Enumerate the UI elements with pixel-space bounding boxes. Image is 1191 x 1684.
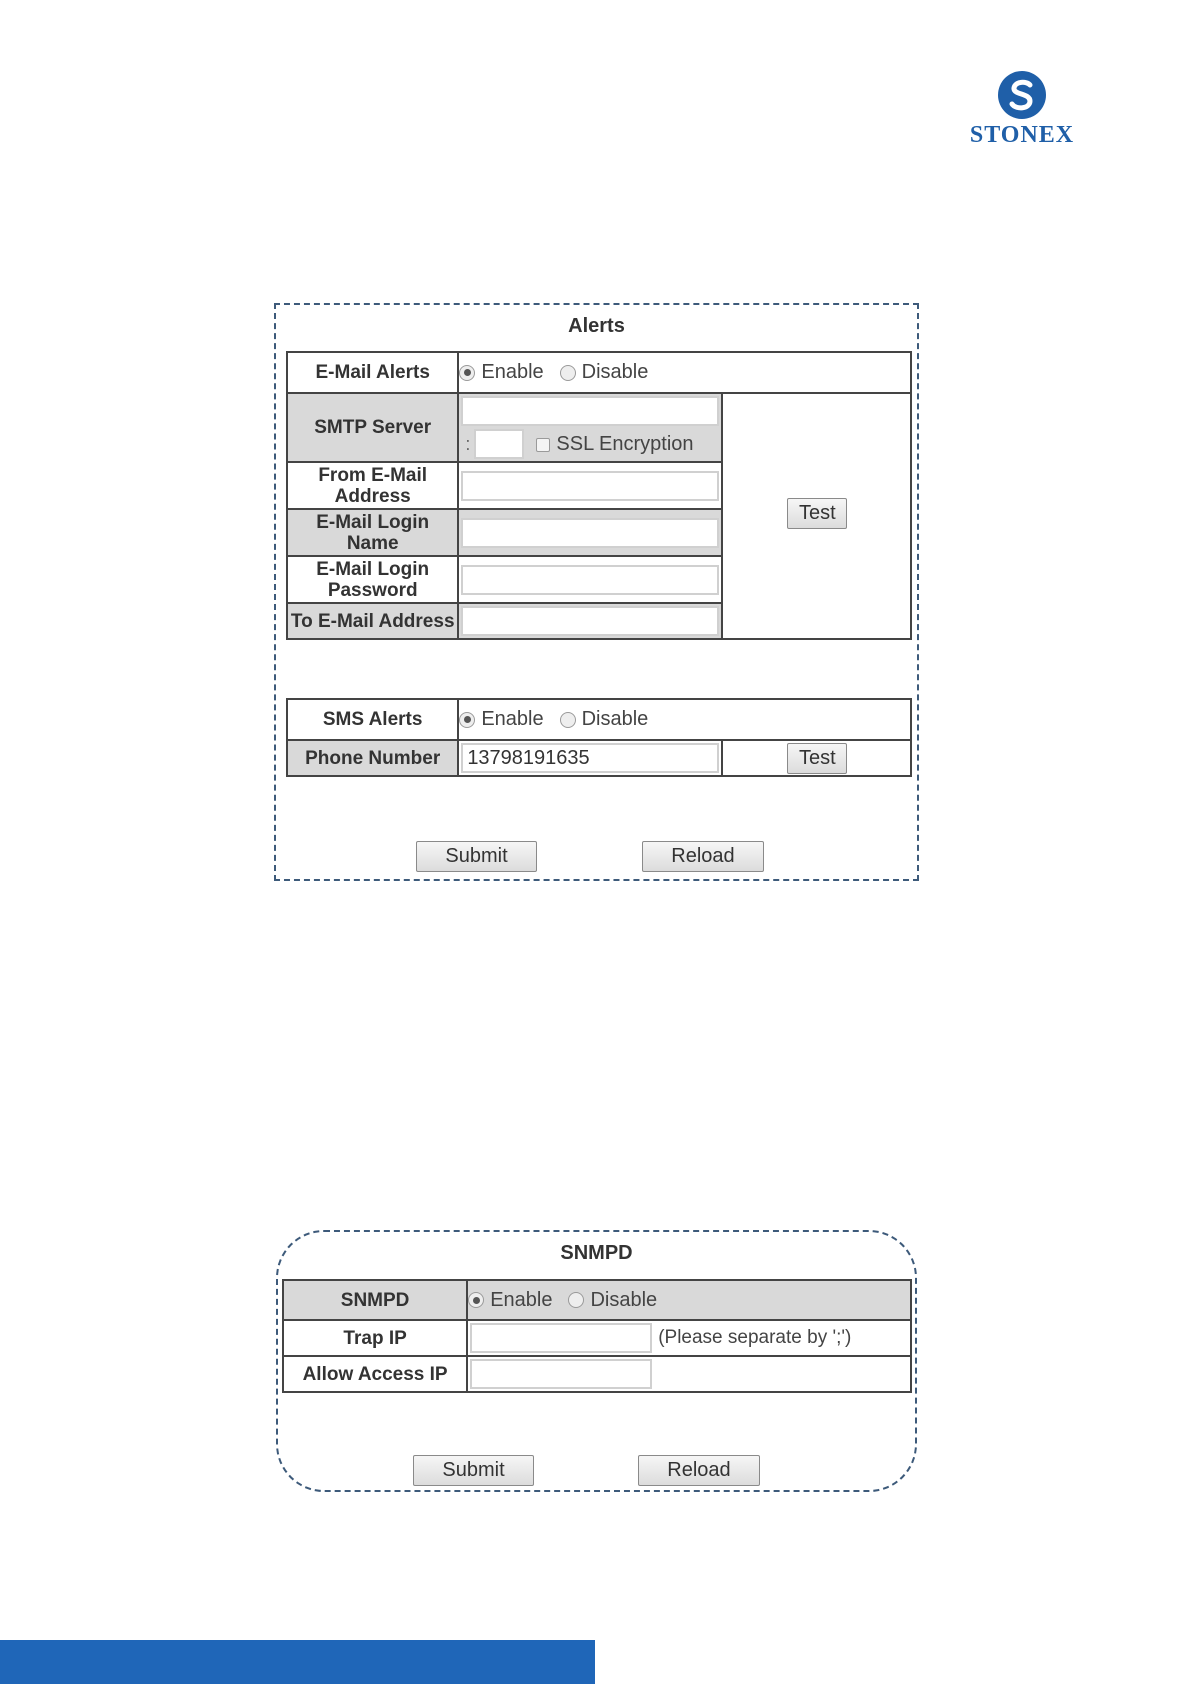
- smtp-port-input[interactable]: [474, 429, 524, 459]
- stonex-logo-icon: [997, 70, 1047, 120]
- snmpd-enable-radio[interactable]: [468, 1292, 484, 1308]
- to-address-label: To E-Mail Address: [287, 603, 458, 639]
- phone-number-cell: [458, 740, 722, 776]
- email-test-cell: [722, 393, 911, 639]
- login-name-input[interactable]: [461, 518, 719, 548]
- smtp-server-input[interactable]: [461, 396, 719, 426]
- snmpd-reload-button[interactable]: Reload: [638, 1455, 760, 1486]
- snmpd-disable-radio[interactable]: [568, 1292, 584, 1308]
- stonex-logo: [964, 70, 1080, 149]
- footer-accent-bar: [0, 1640, 595, 1684]
- snmpd-panel: [276, 1230, 917, 1492]
- trap-ip-input[interactable]: [470, 1323, 652, 1353]
- email-alerts-disable-label: Disable: [581, 361, 649, 383]
- smtp-port-separator: :: [465, 433, 471, 454]
- smtp-server-cell: [458, 393, 722, 462]
- snmpd-table: [282, 1279, 912, 1393]
- to-address-cell: [458, 603, 722, 639]
- trap-ip-hint: (Please separate by ';'): [658, 1327, 852, 1348]
- phone-number-input[interactable]: [461, 743, 719, 773]
- email-alerts-enable-label: Enable: [481, 361, 544, 383]
- ssl-encryption-label: SSL Encryption: [556, 432, 694, 455]
- allow-access-ip-cell: [467, 1356, 911, 1392]
- allow-access-ip-input[interactable]: [470, 1359, 652, 1389]
- from-address-cell: [458, 462, 722, 509]
- sms-alerts-label: SMS Alerts: [287, 699, 458, 740]
- sms-test-button[interactable]: Test: [787, 743, 847, 774]
- email-test-button[interactable]: Test: [787, 498, 847, 529]
- login-name-label: E-Mail Login Name: [287, 509, 458, 556]
- to-address-input[interactable]: [461, 606, 719, 636]
- login-password-label: E-Mail Login Password: [287, 556, 458, 603]
- alerts-reload-button[interactable]: Reload: [642, 841, 764, 872]
- sms-alerts-enable-radio[interactable]: [459, 712, 475, 728]
- snmpd-status-label: SNMPD: [283, 1280, 467, 1320]
- snmpd-enable-label: Enable: [490, 1288, 553, 1311]
- smtp-server-label: SMTP Server: [287, 393, 458, 462]
- login-password-input[interactable]: [461, 565, 719, 595]
- allow-access-ip-label: Allow Access IP: [283, 1356, 467, 1392]
- sms-alerts-table: [286, 698, 912, 777]
- ssl-encryption-checkbox[interactable]: [536, 438, 550, 452]
- email-alerts-label: E-Mail Alerts: [287, 352, 458, 393]
- brand-name: STONEX: [969, 122, 1075, 148]
- from-address-input[interactable]: [461, 471, 719, 501]
- snmpd-disable-label: Disable: [590, 1288, 658, 1311]
- login-name-cell: [458, 509, 722, 556]
- sms-alerts-options: [458, 699, 911, 740]
- alerts-panel: [274, 303, 919, 881]
- login-password-cell: [458, 556, 722, 603]
- email-alerts-enable-radio[interactable]: [459, 365, 475, 381]
- sms-test-cell: [722, 740, 911, 776]
- alerts-title: Alerts: [568, 315, 625, 337]
- email-alerts-table: [286, 351, 912, 640]
- phone-number-label: Phone Number: [287, 740, 458, 776]
- email-alerts-disable-radio[interactable]: [560, 365, 576, 381]
- from-address-label: From E-Mail Address: [287, 462, 458, 509]
- sms-alerts-disable-label: Disable: [581, 708, 649, 730]
- sms-alerts-enable-label: Enable: [481, 708, 544, 730]
- sms-alerts-disable-radio[interactable]: [560, 712, 576, 728]
- trap-ip-label: Trap IP: [283, 1320, 467, 1356]
- alerts-submit-button[interactable]: Submit: [416, 841, 537, 872]
- snmpd-submit-button[interactable]: Submit: [413, 1455, 534, 1486]
- trap-ip-cell: [467, 1320, 911, 1356]
- snmpd-title: SNMPD: [560, 1242, 633, 1264]
- email-alerts-options: [458, 352, 911, 393]
- snmpd-status-options: [467, 1280, 911, 1320]
